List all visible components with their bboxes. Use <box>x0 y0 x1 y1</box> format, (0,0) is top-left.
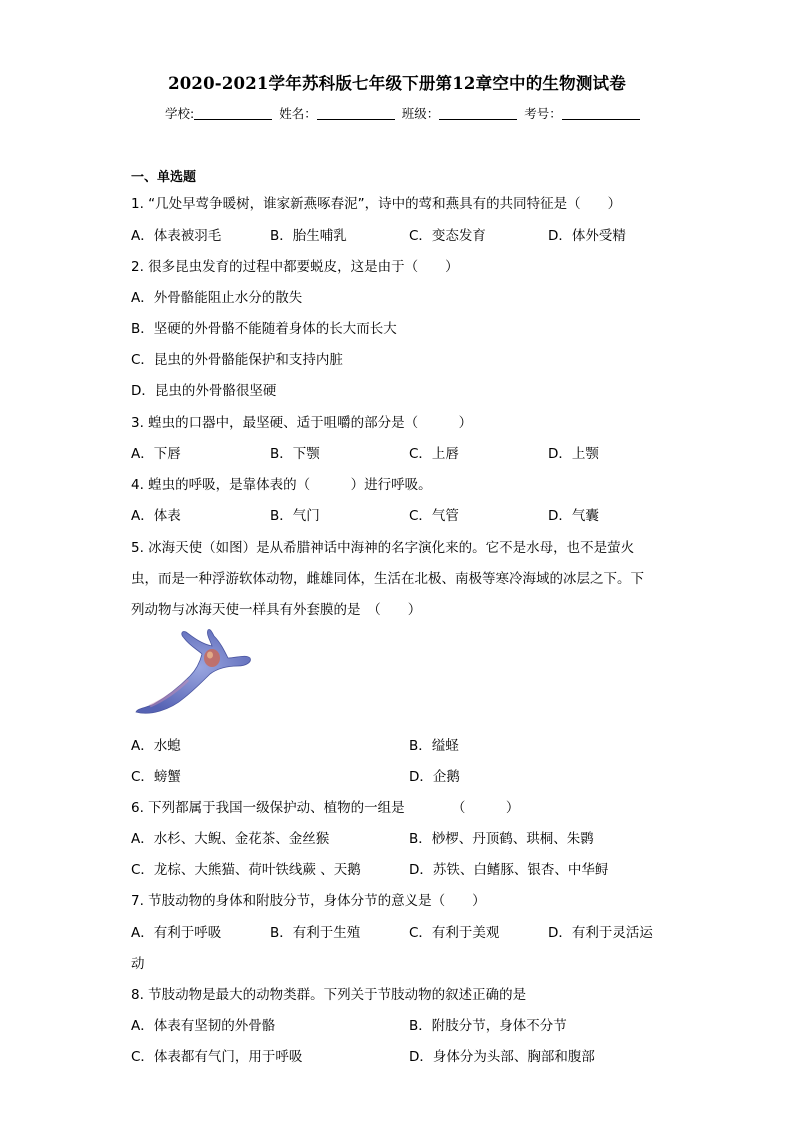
name-blank <box>317 106 395 120</box>
school-blank <box>194 106 272 120</box>
q6-option-b: B．桫椤、丹顶鹤、珙桐、朱鹮 <box>409 831 594 847</box>
q8-option-b: B．附肢分节，身体不分节 <box>409 1018 567 1034</box>
q5-option-c: C．螃蟹 <box>131 769 181 785</box>
question-1-stem: 1. “几处早莺争暖树，谁家新燕啄春泥”，诗中的莺和燕具有的共同特征是（ ） <box>131 196 622 212</box>
question-5-stem-line-1: 5. 冰海天使（如图）是从希腊神话中海神的名字演化来的。它不是水母，也不是萤火 <box>131 540 635 556</box>
q4-option-a: A．体表 <box>131 508 181 524</box>
q4-option-c: C．气管 <box>409 508 459 524</box>
question-4-stem: 4. 蝗虫的呼吸，是靠体表的（ ）进行呼吸。 <box>131 477 432 493</box>
number-blank <box>562 106 640 120</box>
sea-angel-body <box>136 629 250 713</box>
q2-option-a: A．外骨骼能阻止水分的散失 <box>131 290 303 306</box>
question-6-stem: 6. 下列都属于我国一级保护动、植物的一组是 （ ） <box>131 800 520 816</box>
q6-option-a: A．水杉、大鲵、金花茶、金丝猴 <box>131 831 330 847</box>
q3-option-b: B．下颚 <box>270 446 320 462</box>
question-2-stem: 2. 很多昆虫发育的过程中都要蜕皮，这是由于（ ） <box>131 259 459 275</box>
q3-option-c: C．上唇 <box>409 446 459 462</box>
class-blank <box>439 106 517 120</box>
school-label: 学校: <box>165 106 195 121</box>
page-title: 2020-2021学年苏科版七年级下册第12章空中的生物测试卷 <box>168 74 626 93</box>
q2-option-c: C．昆虫的外骨骼能保护和支持内脏 <box>131 352 343 368</box>
q7-option-a: A．有利于呼吸 <box>131 925 222 941</box>
q7-option-c: C．有利于美观 <box>409 925 500 941</box>
q4-option-d: D．气囊 <box>548 508 599 524</box>
q4-option-b: B．气门 <box>270 508 320 524</box>
q1-option-c: C．变态发育 <box>409 228 486 244</box>
q6-option-c: C．龙棕、大熊猫、荷叶铁线蕨 、天鹅 <box>131 862 361 878</box>
q1-option-b: B．胎生哺乳 <box>270 228 347 244</box>
q3-option-d: D．上颚 <box>548 446 599 462</box>
name-label: 姓名： <box>279 106 317 121</box>
q5-option-a: A．水螅 <box>131 738 181 754</box>
question-5-stem-line-2: 虫，而是一种浮游软体动物，雌雄同体，生活在北极、南极等寒冷海域的冰层之下。下 <box>131 571 644 587</box>
q7-option-b: B．有利于生殖 <box>270 925 361 941</box>
q8-option-c: C．体表都有气门，用于呼吸 <box>131 1049 303 1065</box>
q2-option-b: B．坚硬的外骨骼不能随着身体的长大而长大 <box>131 321 397 337</box>
q1-option-a: A．体表被羽毛 <box>131 228 222 244</box>
student-info-row <box>165 104 643 122</box>
sea-angel-gut <box>204 649 220 667</box>
class-label: 班级： <box>401 106 440 121</box>
q2-option-d: D．昆虫的外骨骼很坚硬 <box>131 383 277 399</box>
q6-option-d: D．苏铁、白鳍豚、银杏、中华鲟 <box>409 862 609 878</box>
question-5-stem-line-3: 列动物与冰海天使一样具有外套膜的是 （ ） <box>131 602 422 618</box>
question-7-stem: 7. 节肢动物的身体和附肢分节，身体分节的意义是（ ） <box>131 893 486 909</box>
number-label: 考号： <box>524 106 562 121</box>
q3-option-a: A．下唇 <box>131 446 181 462</box>
q5-option-d: D．企鹅 <box>409 769 460 785</box>
q8-option-d: D．身体分为头部、胸部和腹部 <box>409 1049 595 1065</box>
question-8-stem: 8. 节肢动物是最大的动物类群。下列关于节肢动物的叙述正确的是 <box>131 987 527 1003</box>
question-3-stem: 3. 蝗虫的口器中，最坚硬、适于咀嚼的部分是（ ） <box>131 415 473 431</box>
q1-option-d: D．体外受精 <box>548 228 626 244</box>
q7-option-d-wrap: 动 <box>131 956 145 972</box>
q7-option-d: D．有利于灵活运 <box>548 925 653 941</box>
section-heading: 一、单选题 <box>131 170 197 185</box>
q5-option-b: B．缢蛏 <box>409 738 459 754</box>
sea-angel-image <box>128 620 256 728</box>
q8-option-a: A．体表有坚韧的外骨骼 <box>131 1018 276 1034</box>
